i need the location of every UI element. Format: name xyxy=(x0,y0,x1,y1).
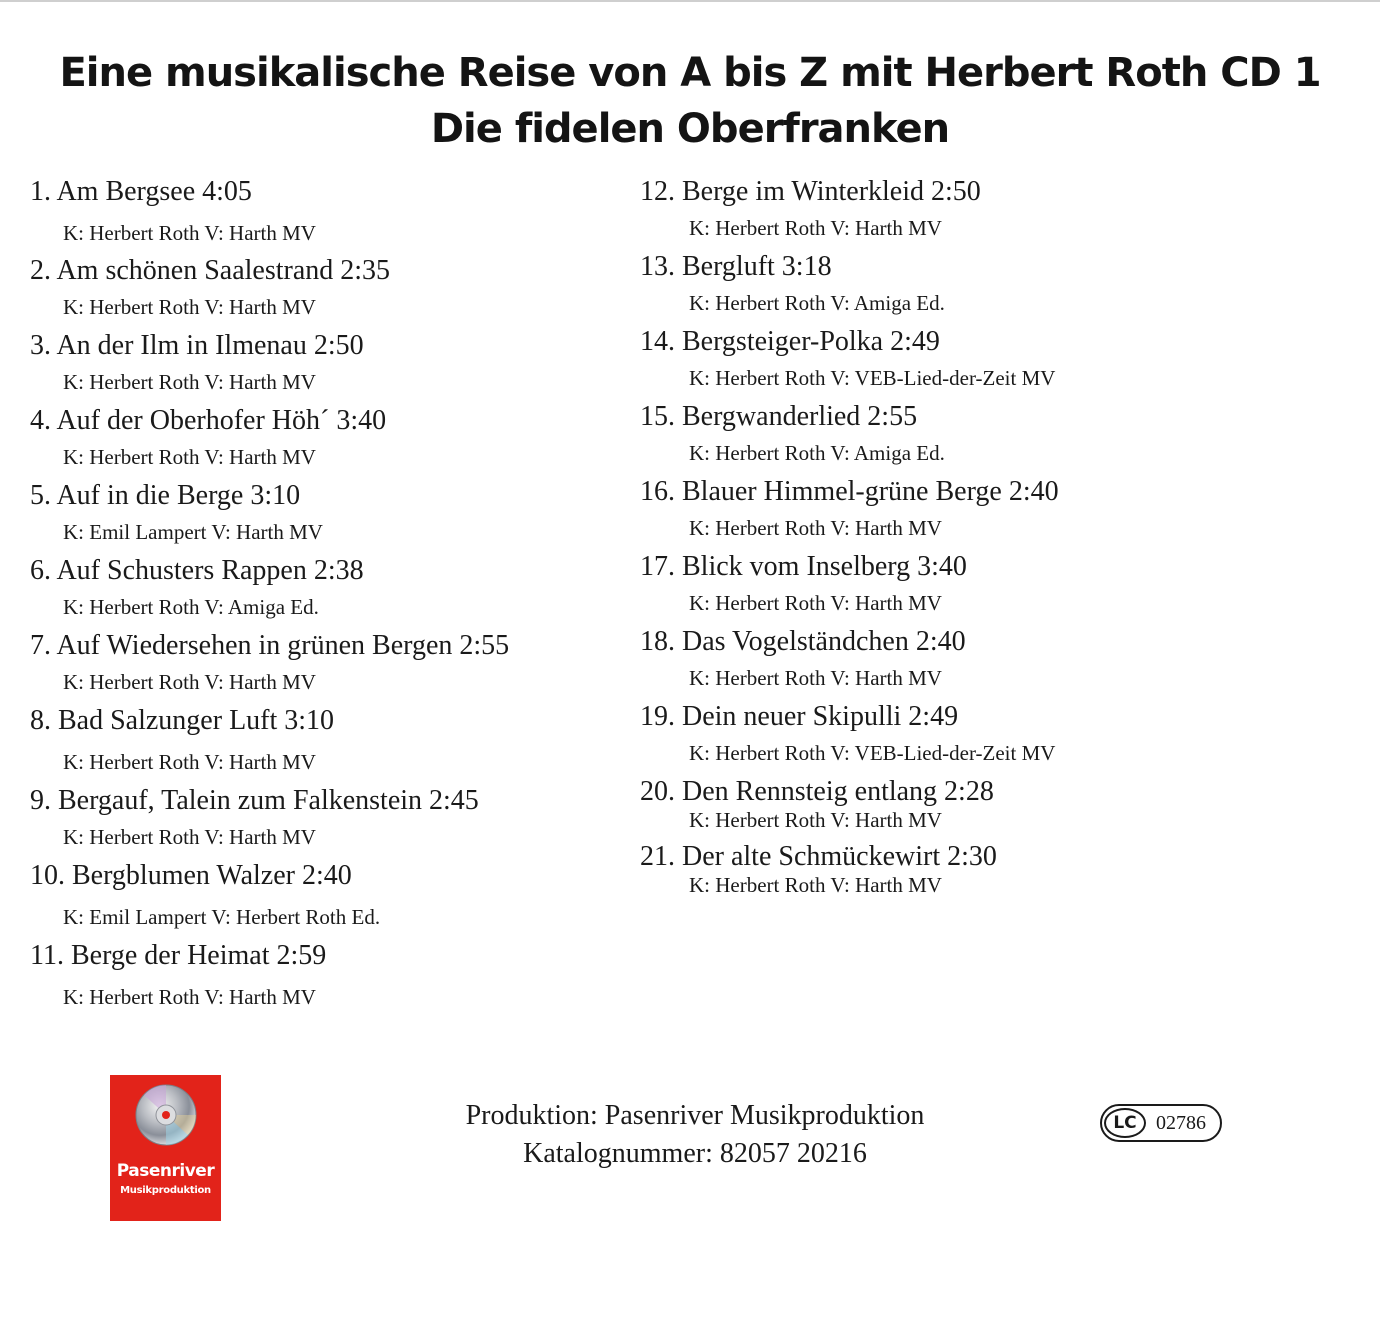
track-credit: K: Herbert Roth V: Harth MV xyxy=(63,295,316,319)
track-item xyxy=(30,403,386,470)
track-credit: K: Herbert Roth V: Harth MV xyxy=(63,221,316,245)
track-item xyxy=(30,703,334,775)
track-title: 12. Berge im Winterkleid 2:50 xyxy=(640,176,981,207)
track-item xyxy=(30,174,316,246)
track-credit: K: Herbert Roth V: Amiga Ed. xyxy=(689,441,945,465)
track-credit: K: Herbert Roth V: VEB-Lied-der-Zeit MV xyxy=(689,741,1056,765)
track-title: 21. Der alte Schmückewirt 2:30 xyxy=(640,841,997,872)
track-credit: K: Herbert Roth V: Harth MV xyxy=(689,873,942,897)
label-code-number: 02786 xyxy=(1156,1112,1206,1134)
catalog-number: Katalognummer: 82057 20216 xyxy=(523,1138,867,1169)
track-credit: K: Herbert Roth V: Harth MV xyxy=(63,825,316,849)
track-credit: K: Emil Lampert V: Herbert Roth Ed. xyxy=(63,905,381,929)
track-title: 6. Auf Schusters Rappen 2:38 xyxy=(30,555,364,586)
track-title: 4. Auf der Oberhofer Höh´ 3:40 xyxy=(30,405,387,436)
track-title: 17. Blick vom Inselberg 3:40 xyxy=(640,551,967,582)
track-item xyxy=(30,478,323,545)
track-item xyxy=(640,249,945,316)
track-item xyxy=(30,783,479,850)
track-item xyxy=(640,774,994,833)
track-item xyxy=(640,474,1059,541)
track-credit: K: Herbert Roth V: Harth MV xyxy=(63,750,316,774)
track-item xyxy=(30,938,326,1010)
album-title: Eine musikalische Reise von A bis Z mit Herbert Roth CD 1 xyxy=(59,50,1321,96)
track-title: 10. Bergblumen Walzer 2:40 xyxy=(30,860,352,891)
track-credit: K: Herbert Roth V: Amiga Ed. xyxy=(689,291,945,315)
production-credit: Produktion: Pasenriver Musikproduktion xyxy=(465,1100,925,1131)
track-item xyxy=(640,324,1055,391)
cd-disc-icon xyxy=(134,1083,198,1147)
track-credit: K: Herbert Roth V: Amiga Ed. xyxy=(63,595,319,619)
track-credit: K: Herbert Roth V: Harth MV xyxy=(689,516,942,540)
track-title: 5. Auf in die Berge 3:10 xyxy=(30,480,301,511)
track-item xyxy=(30,858,380,930)
track-title: 19. Dein neuer Skipulli 2:49 xyxy=(640,701,959,732)
track-title: 11. Berge der Heimat 2:59 xyxy=(30,940,327,971)
track-title: 3. An der Ilm in Ilmenau 2:50 xyxy=(30,330,364,361)
track-item xyxy=(30,328,364,395)
track-credit: K: Emil Lampert V: Harth MV xyxy=(63,520,323,544)
track-item xyxy=(640,699,1055,766)
track-item xyxy=(640,399,945,466)
track-item xyxy=(640,549,967,616)
logo-subtitle: Musikproduktion xyxy=(120,1185,211,1196)
track-credit: K: Herbert Roth V: Harth MV xyxy=(63,670,316,694)
track-title: 16. Blauer Himmel-grüne Berge 2:40 xyxy=(640,476,1059,507)
track-item xyxy=(640,624,966,691)
track-title: 2. Am schönen Saalestrand 2:35 xyxy=(30,255,391,286)
track-title: 14. Bergsteiger-Polka 2:49 xyxy=(640,326,940,357)
track-item xyxy=(640,839,997,898)
track-title: 7. Auf Wiedersehen in grünen Bergen 2:55 xyxy=(30,630,510,661)
track-credit: K: Herbert Roth V: Harth MV xyxy=(63,985,316,1009)
track-credit: K: Herbert Roth V: Harth MV xyxy=(689,216,942,240)
track-title: 8. Bad Salzunger Luft 3:10 xyxy=(30,705,335,736)
label-code-badge xyxy=(1100,1104,1222,1142)
lc-mark: LC xyxy=(1104,1108,1146,1138)
track-title: 13. Bergluft 3:18 xyxy=(640,251,832,282)
track-item xyxy=(30,628,509,695)
track-title: 18. Das Vogelständchen 2:40 xyxy=(640,626,966,657)
track-title: 20. Den Rennsteig entlang 2:28 xyxy=(640,776,994,807)
artist-name: Die fidelen Oberfranken xyxy=(430,106,950,152)
label-logo xyxy=(110,1075,221,1221)
track-title: 15. Bergwanderlied 2:55 xyxy=(640,401,918,432)
logo-name: Pasenriver xyxy=(116,1161,215,1181)
track-credit: K: Herbert Roth V: Harth MV xyxy=(63,370,316,394)
track-item xyxy=(30,253,390,320)
track-title: 9. Bergauf, Talein zum Falkenstein 2:45 xyxy=(30,785,479,816)
track-credit: K: Herbert Roth V: Harth MV xyxy=(63,445,316,469)
track-credit: K: Herbert Roth V: Harth MV xyxy=(689,591,942,615)
track-title: 1. Am Bergsee 4:05 xyxy=(30,176,252,207)
top-border xyxy=(0,0,1380,2)
track-item xyxy=(640,174,981,241)
track-credit: K: Herbert Roth V: Harth MV xyxy=(689,666,942,690)
track-credit: K: Herbert Roth V: VEB-Lied-der-Zeit MV xyxy=(689,366,1056,390)
track-credit: K: Herbert Roth V: Harth MV xyxy=(689,808,942,832)
track-item xyxy=(30,553,364,620)
